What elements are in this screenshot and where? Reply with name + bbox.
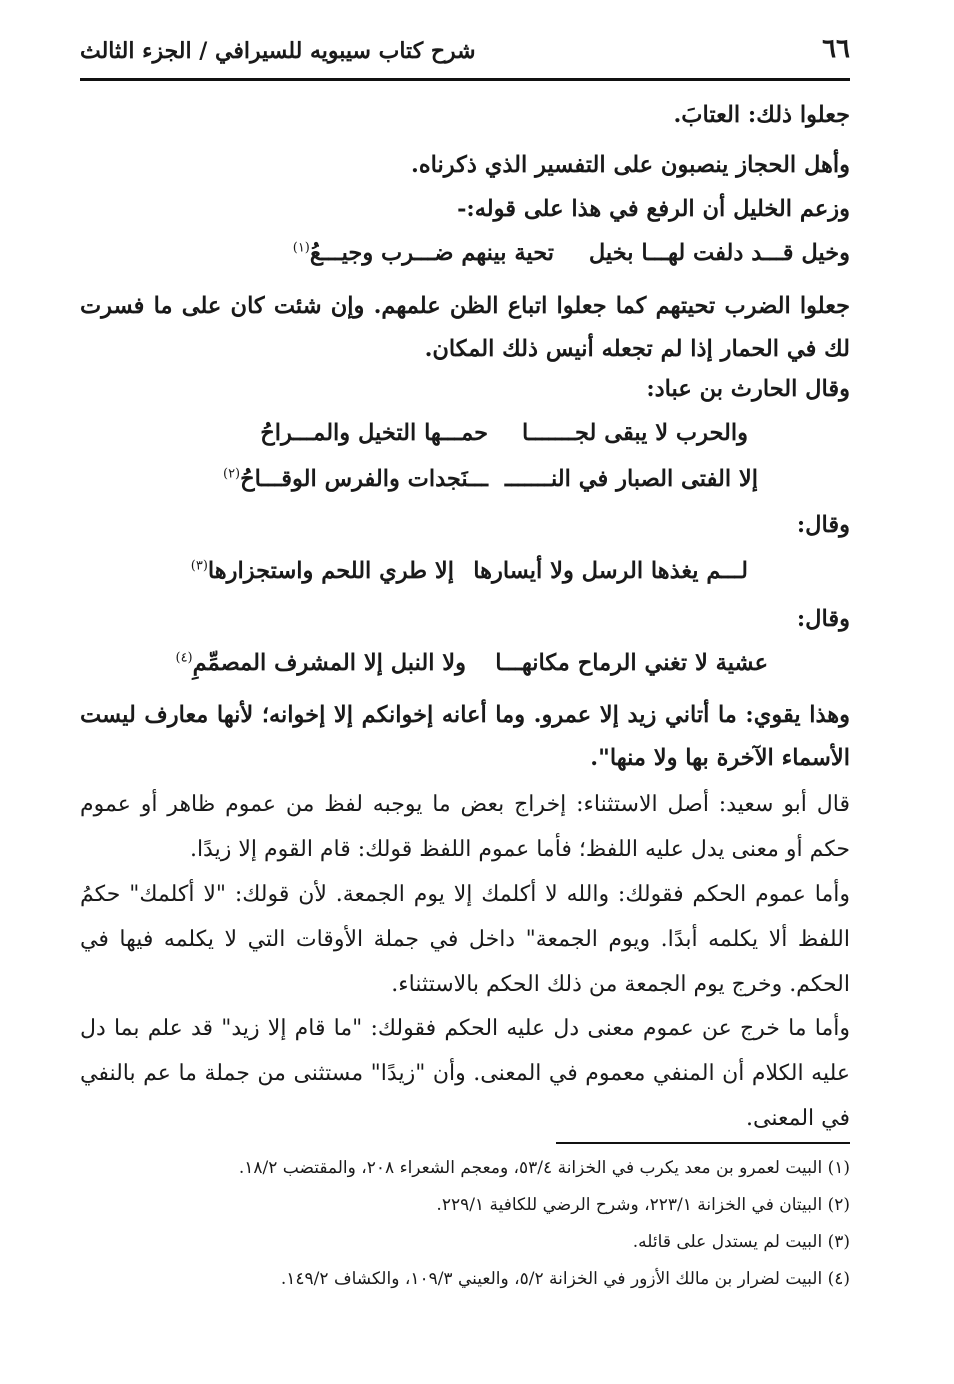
- verse-hemistich-text: ولا النبل إلا المشرف المصمِّمِ: [192, 650, 466, 676]
- text-line: وزعم الخليل أن الرفع في هذا على قوله:-: [457, 196, 850, 222]
- text-line: وقال:: [796, 512, 850, 538]
- footnote-ref: (٢): [222, 466, 241, 482]
- paragraph: جعلوا الضرب تحيتهم كما جعلوا اتباع الظن علمهم. وإن شئت كان على ما فسرت لك في الحمار إذا لم تجعله أنيس ذلك المكان.: [80, 293, 850, 362]
- footnote-ref: (٤): [175, 650, 193, 666]
- verse-hemistich-text: ـــنَجدات والفرس الوقـــاحُ: [240, 466, 488, 492]
- footnote-ref: (٣): [190, 558, 208, 574]
- verse-hemistich: لـــم يغذها الرسل ولا أيسارها: [473, 558, 748, 584]
- commentary-paragraph: قال أبو سعيد: أصل الاستثناء: إخراج بعض ما يوجبه لفظ من عموم ظاهر أو عموم حكم أو معنى يدل عليه اللفظ؛ فأما عموم اللفظ قولك: قام القوم إلا زيدًا.: [80, 792, 850, 862]
- page-header: [80, 30, 850, 80]
- footnote: (١) البيت لعمرو بن معد يكرب في الخزانة ٥٣/٤، ومعجم الشعراء ٢٠٨، والمقتضب ١٨/٢.: [238, 1158, 850, 1178]
- commentary-paragraph: وأما ما خرج عن عموم معنى دل عليه الحكم فقولك: "ما قام إلا زيد" قد علم بما دل عليه الكلام أن المنفي معموم في المعنى. وأن "زيدًا" مستثنى من جملة ما عم بالنفي في المعنى.: [80, 1016, 850, 1131]
- footnote-rule: [556, 1142, 850, 1144]
- footnote: (٢) البيتان في الخزانة ٢٢٣/١، وشرح الرضي للكافية ٢٢٩/١.: [436, 1195, 850, 1215]
- verse-hemistich-text: تحية بينهم ضـــرب وجيـــعُ: [309, 240, 554, 266]
- verse-hemistich: [175, 650, 466, 676]
- footnote: (٣) البيت لم يستدل على قائله.: [632, 1232, 850, 1252]
- header-rule: [80, 78, 850, 81]
- verse-hemistich: [223, 466, 488, 492]
- text-line: وقال:: [796, 606, 850, 632]
- verse-hemistich: [293, 240, 554, 266]
- footnote-ref: (١): [292, 240, 310, 256]
- verse-hemistich: وخيل قـــد دلفت لهـــا بخيل: [588, 240, 850, 266]
- verse-hemistich-text: إلا طري اللحم واستجزارها: [207, 558, 454, 584]
- verse-hemistich: والحرب لا يبقى لجـــــــا: [522, 420, 748, 446]
- text-line: جعلوا ذلك: العتابَ.: [673, 102, 850, 128]
- text-line: وأهل الحجاز ينصبون على التفسير الذي ذكرناه.: [411, 152, 850, 178]
- running-title: شرح كتاب سيبويه للسيرافي / الجزء الثالث: [80, 38, 476, 64]
- verse-hemistich: حمـــها التخيل والمـــراحُ: [260, 420, 488, 446]
- footnote: (٤) البيت لضرار بن مالك الأزور في الخزانة ٥/٢، والعيني ١٠٩/٣، والكشاف ١٤٩/٢.: [280, 1269, 850, 1289]
- verse-hemistich: [191, 558, 454, 584]
- commentary-paragraph: وأما عموم الحكم فقولك: والله لا أكلمك إلا يوم الجمعة. لأن قولك: "لا أكلمك" حكمُ اللفظ ألا يكلمه أبدًا. ويوم الجمعة" داخل في جملة الأوقات التي لا يكلمه فيها في الحكم. وخرج يوم الجمعة من ذلك الحكم بالاستثناء.: [80, 882, 850, 997]
- paragraph: وهذا يقوي: ما أتاني زيد إلا عمرو. وما أعانه إخوانكم إلا إخوانه؛ لأنها معارف ليست الأسماء الآخرة بها ولا منها".: [80, 702, 850, 771]
- page-number: ٦٦: [822, 34, 850, 64]
- verse-hemistich: عشية لا تغني الرماح مكانهـــا: [495, 650, 768, 676]
- text-line: وقال الحارث بن عباد:: [646, 376, 850, 402]
- verse-hemistich: إلا الفتى الصبار في النـــــــ: [504, 466, 758, 492]
